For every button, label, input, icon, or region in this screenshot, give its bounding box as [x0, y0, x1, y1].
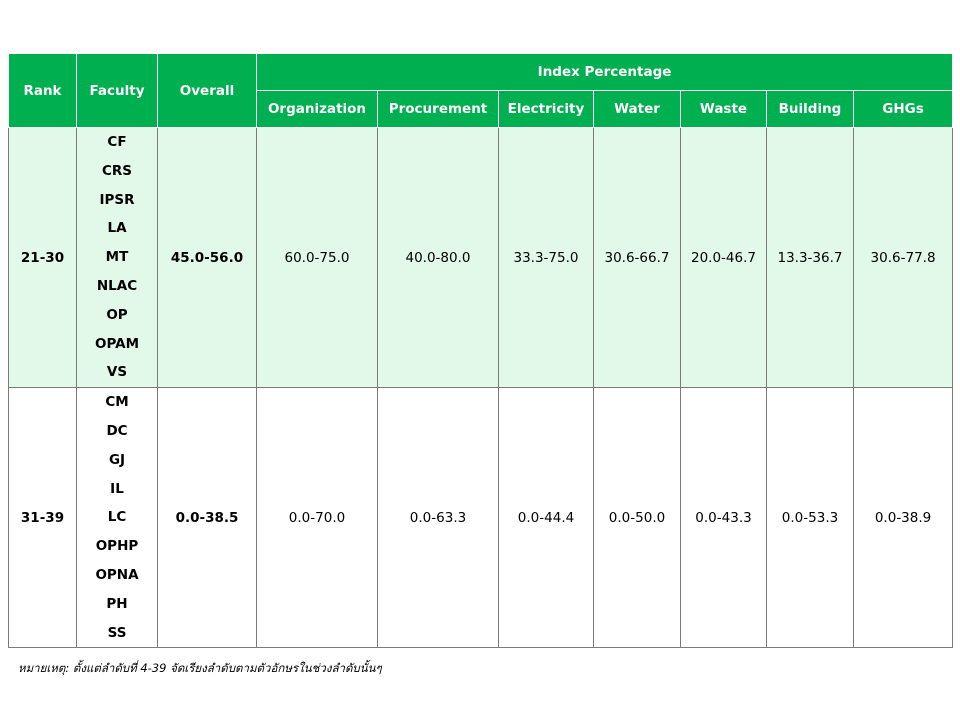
- faculty-item: VS: [106, 364, 128, 381]
- faculty-item: LC: [107, 509, 127, 526]
- waste-cell: 0.0-43.3: [681, 388, 767, 648]
- header-procurement: Procurement: [378, 91, 499, 128]
- ghgs-cell: 0.0-38.9: [854, 388, 953, 648]
- faculty-list: [77, 388, 158, 648]
- waste-cell: 20.0-46.7: [681, 128, 767, 388]
- water-cell: 0.0-50.0: [594, 388, 681, 648]
- organization-cell: 60.0-75.0: [257, 128, 378, 388]
- procurement-cell: 40.0-80.0: [378, 128, 499, 388]
- header-index-percentage: Index Percentage: [257, 54, 953, 91]
- faculty-item: LA: [107, 220, 127, 237]
- faculty-item: IL: [110, 480, 124, 497]
- building-cell: 13.3-36.7: [767, 128, 854, 388]
- header-building: Building: [767, 91, 854, 128]
- overall-cell: 0.0-38.5: [158, 388, 257, 648]
- ghgs-cell: 30.6-77.8: [854, 128, 953, 388]
- faculty-item: CRS: [101, 162, 133, 179]
- faculty-item: OPHP: [95, 538, 139, 555]
- header-water: Water: [594, 91, 681, 128]
- organization-cell: 0.0-70.0: [257, 388, 378, 648]
- table-row: [9, 128, 953, 388]
- electricity-cell: 33.3-75.0: [499, 128, 594, 388]
- header-ghgs: GHGs: [854, 91, 953, 128]
- faculty-item: CM: [105, 394, 129, 411]
- faculty-item: CF: [107, 134, 127, 150]
- faculty-item: OP: [106, 306, 128, 323]
- faculty-item: GJ: [108, 451, 126, 468]
- table-row: [9, 388, 953, 648]
- faculty-item: MT: [105, 249, 129, 266]
- header-organization: Organization: [257, 91, 378, 128]
- ranking-table: [8, 53, 953, 648]
- header-electricity: Electricity: [499, 91, 594, 128]
- building-cell: 0.0-53.3: [767, 388, 854, 648]
- header-rank: Rank: [9, 54, 77, 128]
- faculty-item: OPAM: [94, 335, 139, 352]
- header-faculty: Faculty: [77, 54, 158, 128]
- rank-cell: 21-30: [9, 128, 77, 388]
- overall-cell: 45.0-56.0: [158, 128, 257, 388]
- rank-cell: 31-39: [9, 388, 77, 648]
- faculty-list: [77, 128, 158, 388]
- procurement-cell: 0.0-63.3: [378, 388, 499, 648]
- faculty-item: DC: [106, 422, 128, 439]
- header-overall: Overall: [158, 54, 257, 128]
- header-waste: Waste: [681, 91, 767, 128]
- faculty-item: OPNA: [95, 566, 139, 583]
- faculty-item: NLAC: [96, 277, 138, 294]
- electricity-cell: 0.0-44.4: [499, 388, 594, 648]
- faculty-item: IPSR: [99, 191, 135, 208]
- faculty-item: SS: [107, 624, 127, 641]
- water-cell: 30.6-66.7: [594, 128, 681, 388]
- faculty-item: PH: [106, 595, 128, 612]
- footnote: หมายเหตุ: ตั้งแต่ลำดับที่ 4-39 จัดเรียงลำดับตามตัวอักษรในช่วงลำดับนั้นๆ: [18, 661, 382, 675]
